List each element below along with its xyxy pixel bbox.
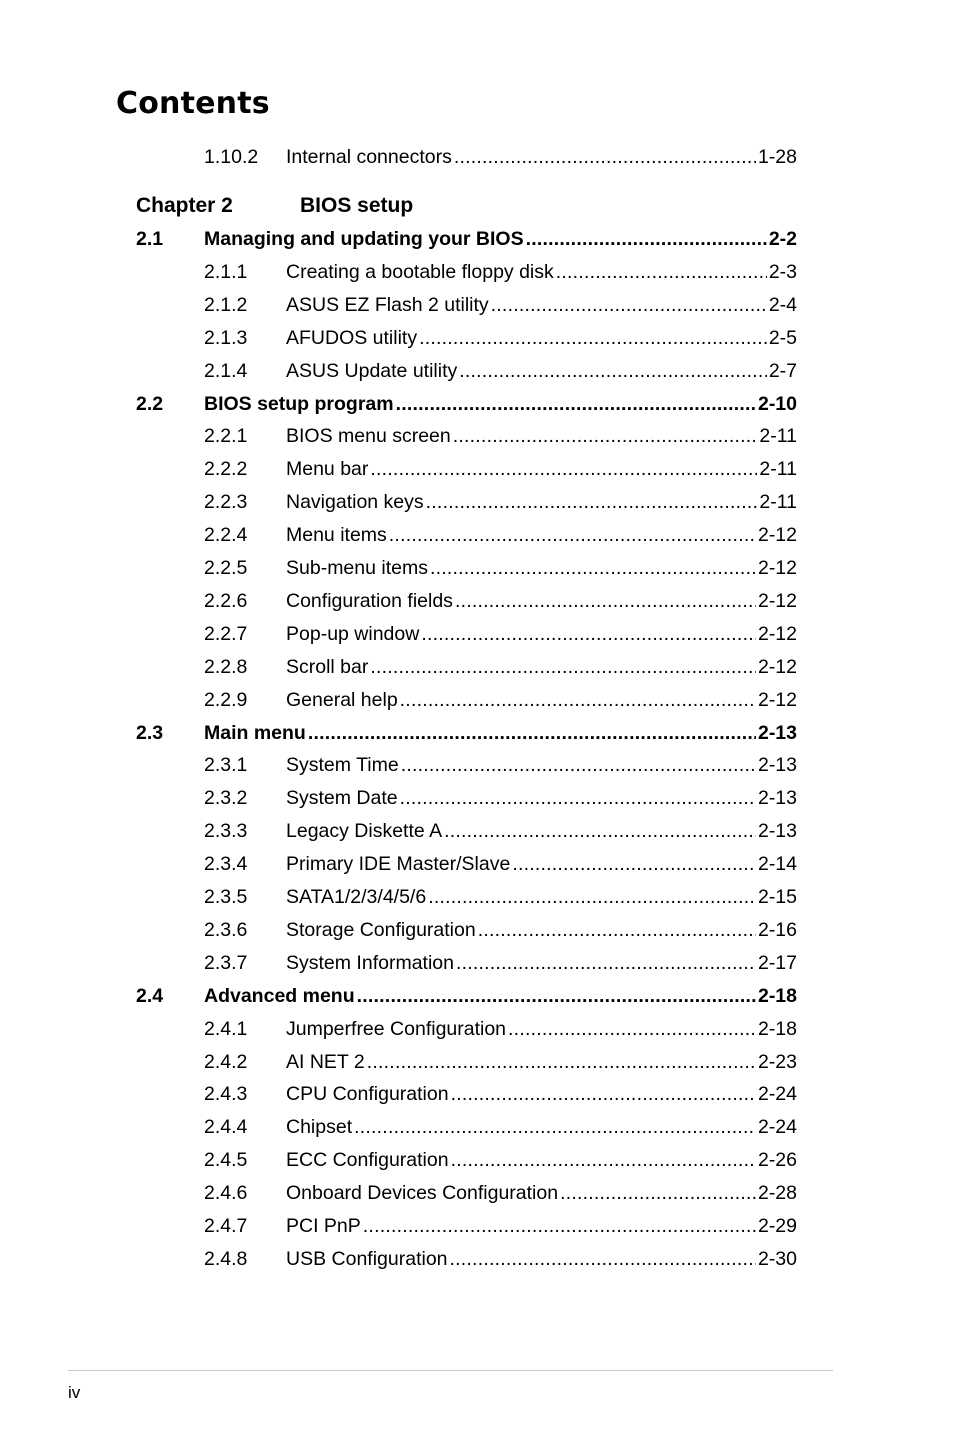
entry-number: 2.3.1 <box>204 754 248 776</box>
dot-leader <box>426 489 758 515</box>
toc-entry[interactable] <box>0 1213 954 1239</box>
dot-leader <box>354 1114 756 1140</box>
toc-entry[interactable] <box>0 1081 954 1107</box>
entry-number: 2.4.6 <box>204 1182 248 1204</box>
entry-number: 2.1.4 <box>204 360 248 382</box>
entry-number: 2.2.9 <box>204 689 248 711</box>
toc-entry[interactable] <box>0 588 954 614</box>
dot-leader <box>396 391 756 417</box>
entry-label: System Time <box>286 754 399 776</box>
entry-page: 2-30 <box>757 1248 797 1270</box>
toc-entry[interactable] <box>0 1180 954 1206</box>
entry-number: 2.2.3 <box>204 491 248 513</box>
entry-page: 2-12 <box>757 689 797 711</box>
dot-leader <box>389 522 756 548</box>
dot-leader <box>512 851 756 877</box>
entry-number: 2.4.5 <box>204 1149 248 1171</box>
entry-label: Menu items <box>286 524 387 546</box>
entry-label: USB Configuration <box>286 1248 448 1270</box>
toc-entry[interactable] <box>0 884 954 910</box>
entry-page: 2-13 <box>757 820 797 842</box>
toc-entry[interactable] <box>0 818 954 844</box>
entry-page: 2-14 <box>757 853 797 875</box>
entry-label: Main menu <box>204 722 306 744</box>
toc-entry[interactable] <box>0 1016 954 1042</box>
dot-leader <box>453 423 758 449</box>
toc-entry[interactable] <box>0 423 954 449</box>
entry-label: Configuration fields <box>286 590 453 612</box>
entry-page: 2-11 <box>759 458 797 480</box>
dot-leader <box>451 1081 756 1107</box>
entry-number: 2.1.2 <box>204 294 248 316</box>
entry-label: BIOS menu screen <box>286 425 451 447</box>
dot-leader <box>430 555 756 581</box>
entry-number: 2.2 <box>136 393 164 415</box>
entry-label: Sub-menu items <box>286 557 428 579</box>
entry-label: SATA1/2/3/4/5/6 <box>286 886 427 908</box>
entry-number: 2.4.8 <box>204 1248 248 1270</box>
chapter-heading <box>0 192 954 220</box>
entry-number: 2.2.2 <box>204 458 248 480</box>
entry-page: 2-18 <box>757 1018 797 1040</box>
entry-page: 2-5 <box>768 327 797 349</box>
dot-leader <box>370 456 757 482</box>
entry-page: 2-17 <box>757 952 797 974</box>
dot-leader <box>308 720 756 746</box>
entry-label: General help <box>286 689 398 711</box>
toc-entry[interactable] <box>0 687 954 713</box>
entry-page: 2-28 <box>757 1182 797 1204</box>
entry-page: 2-11 <box>759 491 797 513</box>
dot-leader <box>363 1213 756 1239</box>
entry-number: 2.3 <box>136 722 164 744</box>
entry-page: 2-26 <box>757 1149 797 1171</box>
toc-entry[interactable] <box>0 522 954 548</box>
entry-page: 2-24 <box>757 1083 797 1105</box>
entry-number: 2.2.6 <box>204 590 248 612</box>
dot-leader <box>459 358 767 384</box>
entry-page: 2-13 <box>757 787 797 809</box>
toc-entry[interactable] <box>0 358 954 384</box>
entry-number: 2.1.3 <box>204 327 248 349</box>
entry-number: 2.4.3 <box>204 1083 248 1105</box>
entry-number: 2.1.1 <box>204 261 248 283</box>
entry-page: 2-10 <box>757 393 797 415</box>
toc-entry[interactable] <box>0 259 954 285</box>
entry-number: 2.4.2 <box>204 1051 248 1073</box>
entry-label: Managing and updating your BIOS <box>204 228 524 250</box>
toc-entry[interactable] <box>0 785 954 811</box>
dot-leader <box>450 1246 756 1272</box>
entry-number: 2.1 <box>136 228 164 250</box>
entry-number: 2.3.5 <box>204 886 248 908</box>
entry-number: 2.3.6 <box>204 919 248 941</box>
entry-page: 2-16 <box>757 919 797 941</box>
toc-entry[interactable] <box>0 325 954 351</box>
dot-leader <box>367 1049 756 1075</box>
toc-entry[interactable] <box>0 456 954 482</box>
entry-page: 2-24 <box>757 1116 797 1138</box>
entry-label: Jumperfree Configuration <box>286 1018 507 1040</box>
dot-leader <box>419 325 767 351</box>
dot-leader <box>444 818 756 844</box>
entry-number: 2.2.4 <box>204 524 248 546</box>
entry-label: Scroll bar <box>286 656 369 678</box>
dot-leader <box>526 226 767 252</box>
entry-page: 2-12 <box>757 623 797 645</box>
entry-page: 2-13 <box>757 722 797 744</box>
toc-section-entry[interactable] <box>0 983 954 1009</box>
dot-leader <box>454 144 756 170</box>
toc-entry[interactable] <box>0 144 954 170</box>
toc-entry[interactable] <box>0 851 954 877</box>
entry-label: AFUDOS utility <box>286 327 418 349</box>
entry-page: 1-28 <box>757 146 797 168</box>
entry-page: 2-15 <box>757 886 797 908</box>
entry-page: 2-13 <box>757 754 797 776</box>
dot-leader <box>401 752 756 778</box>
toc-entry[interactable] <box>0 654 954 680</box>
entry-page: 2-2 <box>768 228 797 250</box>
entry-number: 2.2.5 <box>204 557 248 579</box>
entry-page: 2-12 <box>757 557 797 579</box>
entry-label: PCI PnP <box>286 1215 361 1237</box>
page-number: iv <box>68 1383 81 1402</box>
entry-number: 2.3.4 <box>204 853 248 875</box>
entry-label: ASUS EZ Flash 2 utility <box>286 294 489 316</box>
entry-page: 2-7 <box>768 360 797 382</box>
entry-label: BIOS setup program <box>204 393 394 415</box>
entry-label: System Information <box>286 952 454 974</box>
entry-page: 2-12 <box>757 524 797 546</box>
entry-page: 2-12 <box>757 656 797 678</box>
dot-leader <box>560 1180 756 1206</box>
entry-label: Navigation keys <box>286 491 424 513</box>
entry-page: 2-12 <box>757 590 797 612</box>
page-title: Contents <box>116 86 270 121</box>
toc-section-entry[interactable] <box>0 226 954 252</box>
toc-entry[interactable] <box>0 555 954 581</box>
entry-number: 2.4.1 <box>204 1018 248 1040</box>
entry-page: 2-29 <box>757 1215 797 1237</box>
toc-entry[interactable] <box>0 621 954 647</box>
entry-label: Menu bar <box>286 458 369 480</box>
dot-leader <box>455 588 756 614</box>
toc-entry[interactable] <box>0 489 954 515</box>
entry-label: Chipset <box>286 1116 353 1138</box>
entry-number: 1.10.2 <box>204 146 259 168</box>
footer-divider <box>68 1370 833 1371</box>
chapter-title: BIOS setup <box>300 194 414 217</box>
entry-label: ECC Configuration <box>286 1149 449 1171</box>
dot-leader <box>456 950 756 976</box>
toc-entry[interactable] <box>0 1147 954 1173</box>
entry-label: Creating a bootable floppy disk <box>286 261 554 283</box>
entry-label: AI NET 2 <box>286 1051 365 1073</box>
dot-leader <box>478 917 756 943</box>
entry-number: 2.2.7 <box>204 623 248 645</box>
entry-number: 2.3.3 <box>204 820 248 842</box>
entry-label: Primary IDE Master/Slave <box>286 853 511 875</box>
entry-number: 2.4 <box>136 985 164 1007</box>
entry-label: CPU Configuration <box>286 1083 449 1105</box>
entry-number: 2.3.2 <box>204 787 248 809</box>
entry-page: 2-3 <box>768 261 797 283</box>
dot-leader <box>357 983 756 1009</box>
entry-label: Pop-up window <box>286 623 420 645</box>
entry-label: Onboard Devices Configuration <box>286 1182 559 1204</box>
entry-number: 2.2.8 <box>204 656 248 678</box>
toc-entry[interactable] <box>0 1049 954 1075</box>
chapter-number: Chapter 2 <box>136 194 233 217</box>
entry-label: ASUS Update utility <box>286 360 458 382</box>
toc-entry[interactable] <box>0 1246 954 1272</box>
dot-leader <box>508 1016 756 1042</box>
toc-entry[interactable] <box>0 1114 954 1140</box>
dot-leader <box>400 687 756 713</box>
entry-label: Advanced menu <box>204 985 355 1007</box>
dot-leader <box>400 785 756 811</box>
entry-label: Legacy Diskette A <box>286 820 443 842</box>
entry-page: 2-23 <box>757 1051 797 1073</box>
entry-number: 2.2.1 <box>204 425 248 447</box>
toc-section-entry[interactable] <box>0 391 954 417</box>
entry-label: Internal connectors <box>286 146 452 168</box>
toc-entry[interactable] <box>0 917 954 943</box>
entry-number: 2.4.4 <box>204 1116 248 1138</box>
entry-number: 2.4.7 <box>204 1215 248 1237</box>
entry-label: System Date <box>286 787 398 809</box>
dot-leader <box>491 292 767 318</box>
entry-page: 2-4 <box>768 294 797 316</box>
dot-leader <box>428 884 756 910</box>
toc-section-entry[interactable] <box>0 720 954 746</box>
dot-leader <box>556 259 767 285</box>
toc-entry[interactable] <box>0 752 954 778</box>
entry-page: 2-18 <box>757 985 797 1007</box>
toc-entry[interactable] <box>0 292 954 318</box>
entry-number: 2.3.7 <box>204 952 248 974</box>
dot-leader <box>421 621 756 647</box>
entry-page: 2-11 <box>759 425 797 447</box>
toc-entry[interactable] <box>0 950 954 976</box>
entry-label: Storage Configuration <box>286 919 476 941</box>
dot-leader <box>370 654 756 680</box>
dot-leader <box>451 1147 756 1173</box>
